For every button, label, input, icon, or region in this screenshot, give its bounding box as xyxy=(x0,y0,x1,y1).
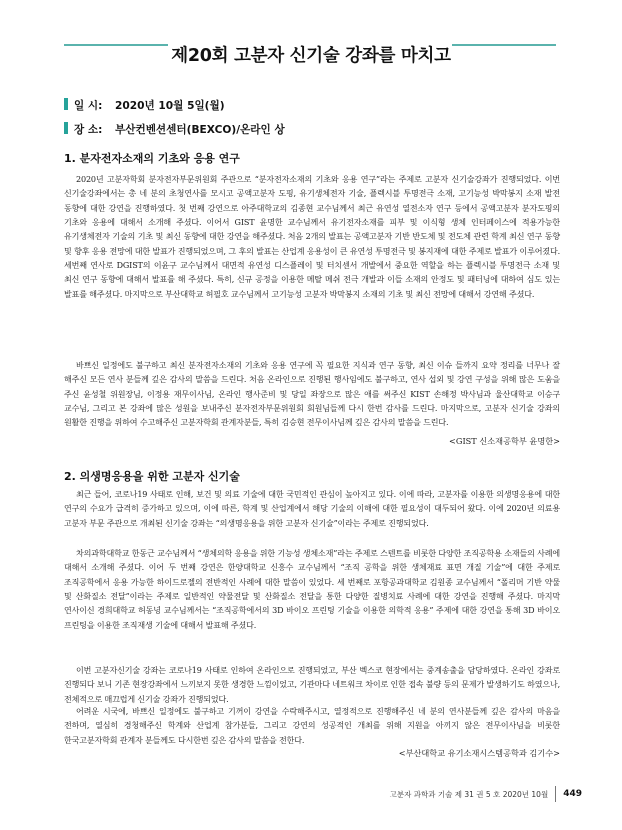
body-paragraph: 바쁘신 일정에도 불구하고 최신 분자전자소재의 기초와 응용 연구에 꼭 필요한 지식과 연구 동향, 최신 이슈 들까지 요약 정리를 너무나 잘 해주신 모든 연사 분들께 깊은 감사의 말씀을 드린다. 처음 온라인으로 진행된 행사임에도 불구하고, 연사 섭외 및 강연 구성을 위해 많은 도움을 주신 윤성철 위원장님, 이정용 재무이사님, 온라인 행사준비 및 당일 좌장으로 많은 애를 써주신 KIST 손해정 박사님과 울산대학교 이승구 교수님, 그리고 본 강좌에 많은 성원을 보내주신 분자전자부문위원회 회원님들께 다시 한번 감사를 드린다. 마지막으로, 고분자 신기술 강좌의 원활한 진행을 위하여 수고해주신 고분자학회 관계자분들, 특히 김승현 전무이사님께 깊은 감사의 말씀을 드린다. xyxy=(64,361,560,428)
info-date xyxy=(64,98,225,112)
section-heading: 2. 의생명응용을 위한 고분자 신기술 xyxy=(64,470,240,483)
info-bar-marker xyxy=(64,98,68,110)
body-paragraph: 최근 들어, 코로나19 사태로 인해, 보건 및 의료 기술에 대한 국민적인 관심이 높아지고 있다. 이에 따라, 고분자를 이용한 의생명응용에 대한 연구의 수요가 급격히 증가하고 있으며, 이에 따른, 학계 및 산업계에서 해당 기술의 이해에 대한 필요성이 대두되어 왔다. 이에 2020년 의료용 고분자 부문 주관으로 개최된 신기술 강좌는 “의생명응용을 위한 고분자 신기술”이라는 주제로 진행되었다. xyxy=(64,490,560,528)
body-paragraph: 어려운 시국에, 바쁘신 일정에도 불구하고 기꺼이 강연을 수락해주시고, 열정적으로 진행해주신 네 분의 연사분들께 깊은 감사의 마음을 전하며, 열심히 경청해주신 학계와 산업계 참가분들, 그리고 강연의 성공적인 개최를 위해 지원을 아끼지 않은 전무이사님을 비롯한 한국고분자학회 관계자 분들께도 다시한번 깊은 감사의 말씀을 전한다. xyxy=(64,707,560,745)
info-date-value: 2020년 10월 5일(월) xyxy=(115,100,225,112)
author-signature: <GIST 신소재공학부 윤명한> xyxy=(449,436,560,446)
title-area xyxy=(0,42,622,82)
journal-citation: 고분자 과학과 기술 제 31 권 5 호 2020년 10월 xyxy=(389,789,549,799)
info-date-label: 일 시: xyxy=(74,100,103,112)
info-venue-label: 장 소: xyxy=(74,124,103,136)
info-venue xyxy=(64,122,285,136)
body-paragraph: 차의과학대학교 한동근 교수님께서 “생체의학 응용을 위한 기능성 생체소재”라는 주제로 스텐트를 비롯한 다양한 조직공학용 소재들의 사례에 대해서 소개해 주셨다. 이어 두 번째 강연은 한양대학교 신흥수 교수님께서 “조직 공학을 위한 생체재료 표면 개질 기술”에 대한 주제로 조직공학에서 응용 가능한 하이드로젤의 전반적인 사례에 대한 말씀이 있었다. 세 번째로 포항공과대학교 김원종 교수님께서 “폴리머 기반 약물 및 산화질소 전달”이라는 주제로 일반적인 약물전달 및 산화질소 전달을 통한 다양한 질병치료 사례에 대한 강연을 진행해 주셨다. 마지막 연사이신 경희대학교 허동녕 교수님께서는 “조직공학에서의 3D 바이오 프린팅 기술을 이용한 의학적 응용” 주제에 대한 강연을 통해 3D 바이오 프린팅을 이용한 조직재생 기술에 대해서 발표해 주셨다. xyxy=(64,549,560,630)
body-paragraph: 이번 고분자신기술 강좌는 코로나19 사태로 인하여 온라인으로 진행되었고, 부산 벡스코 현장에서는 중계송출을 담당하였다. 온라인 강좌로 진행되다 보니 기존 현장강좌에서 느끼보지 못한 생경한 느낌이었고, 기관마다 네트워크 차이로 인한 접속 불량 등의 문제가 발생하기도 하였으나, 전체적으로 매끄럽게 신기술 강좌가 진행되었다. xyxy=(64,666,560,704)
author-signature: <부산대학교 유기소재시스템공학과 김기수> xyxy=(398,748,560,758)
page-number: 449 xyxy=(563,789,582,799)
page-footer xyxy=(390,787,582,801)
info-bar-marker xyxy=(64,122,68,134)
section-heading: 1. 분자전자소재의 기초와 응용 연구 xyxy=(64,152,240,165)
footer-divider xyxy=(555,786,556,802)
body-paragraph: 2020년 고분자학회 분자전자부문위원회 주관으로 “분자전자소재의 기초와 응용 연구”라는 주제로 고분자 신기술강좌가 진행되었다. 이번 신기술강좌에서는 총 네 분의 초청연사를 모시고 공액고분자 도핑, 유기생체전자 기술, 플렉시블 투명전극 소재, 고기능성 박막봉지 소재 발전 동향에 대한 강연을 진행하였다. 첫 번째 강연으로 아주대학교의 김종현 교수님께서 최근 유연성 열전소자 연구 등에서 공액고분자 분자도핑의 기초와 응용에 대해서 소개해 주셨다. 이어서 GIST 윤명한 교수님께서 유기전자소재를 피부 및 이식형 생체 인터페이스에 적용가능한 유기생체전자 기술의 기초 및 최신 동향에 대한 강연을 해주셨다. 처음 2개의 발표는 공액고분자 기반 반도체 및 전도체 관련 학계 최신 연구 동향 및 향후 응용 전망에 대한 발표가 진행되었으며, 그 후의 발표는 산업계 응용성이 큰 유연성 투명전극 및 봉지재에 대한 주제로 발표가 이루어졌다. 세번째 연사로 DGIST의 이윤구 교수님께서 대면적 유연성 디스플레이 및 터치센서 개발에서 중요한 역할을 하는 플렉시블 투명전극 소재 및 최신 연구 동향에 대해서 발표를 해 주셨다. 특히, 신규 공정을 이용한 메탈 메쉬 전극 개발과 이들 소재의 안정도 및 패터닝에 대하여 심도 있는 발표를 해주셨다. 마지막으로 부산대학교 허필호 교수님께서 고기능성 고분자 박막봉지 소재의 기초 및 최신 전망에 대해서 강연해 주셨다. xyxy=(64,175,560,299)
info-venue-value: 부산컨벤션센터(BEXCO)/온라인 상 xyxy=(115,124,285,136)
page-title: 제20회 고분자 신기술 강좌를 마치고 xyxy=(171,46,451,66)
